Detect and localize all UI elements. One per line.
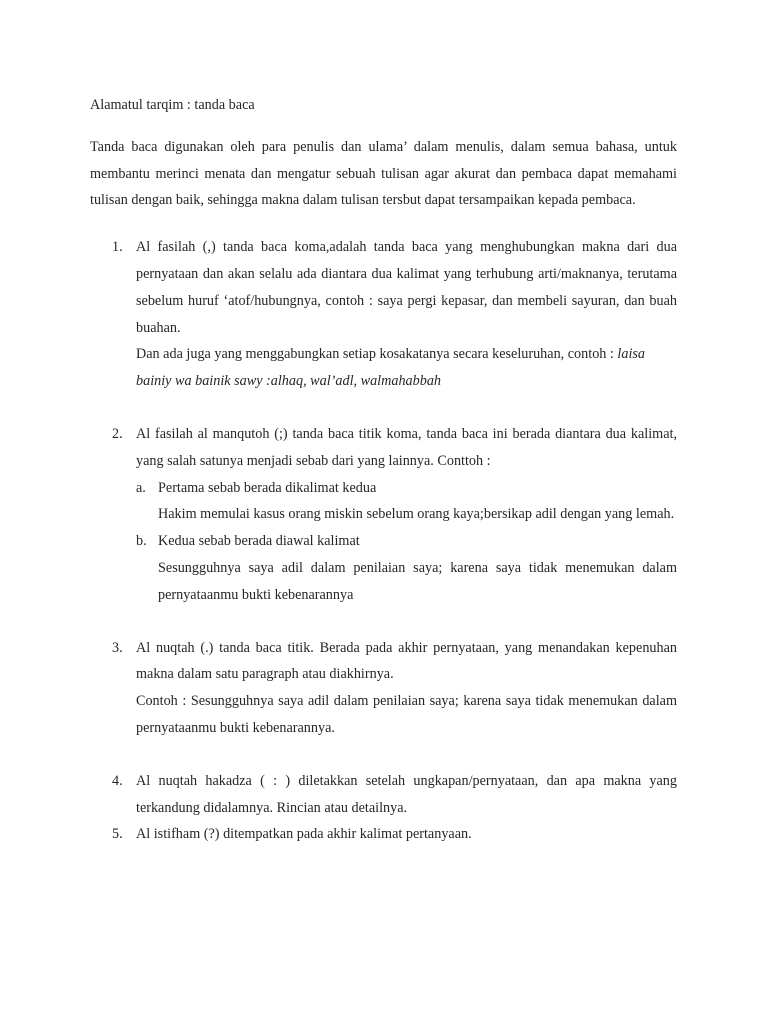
item-4-text: Al nuqtah hakadza ( : ) diletakkan setelah ungkapan/pernyataan, dan apa makna yang terkandung didalamnya. Rincian atau detailnya. <box>136 772 677 816</box>
list-item-3 <box>90 635 677 742</box>
item-5-text: Al istifham (?) ditempatkan pada akhir kalimat pertanyaan. <box>136 826 472 843</box>
list-number-1: 1. <box>112 239 123 256</box>
list-number-5: 5. <box>112 826 123 843</box>
list-item-4 <box>90 768 677 822</box>
list-number-3: 3. <box>112 639 123 656</box>
list-number-2: 2. <box>112 425 123 442</box>
intro-paragraph: Tanda baca digunakan oleh para penulis dan ulama’ dalam menulis, dalam semua bahasa, untuk membantu merinci menata dan mengatur sebuah tulisan agar akurat dan pembaca dapat memahami tulisan dengan baik, sehingga makna dalam tulisan tersbut dapat tersampaikan kepada pembaca. <box>90 138 677 209</box>
document-body <box>90 92 677 848</box>
item-3-example: Contoh : Sesungguhnya saya adil dalam penilaian saya; karena saya tidak menemukan dalam pernyataanmu bukti kebenarannya. <box>136 693 677 736</box>
document-title: Alamatul tarqim : tanda baca <box>90 97 255 113</box>
item-2-sublist <box>136 475 677 609</box>
sublist-item-b <box>136 528 677 608</box>
list-item-5 <box>90 821 677 848</box>
sublist-b-label: Kedua sebab berada diawal kalimat <box>158 533 360 550</box>
list-item-1 <box>90 234 677 395</box>
punctuation-list <box>90 234 677 848</box>
item-3-text: Al nuqtah (.) tanda baca titik. Berada pada akhir pernyataan, yang menandakan kepenuhan makna dalam satu paragraph atau diakhirnya. <box>136 639 677 683</box>
sublist-item-a <box>136 475 677 529</box>
item-1-text: Al fasilah (,) tanda baca koma,adalah tanda baca yang menghubungkan makna dari dua pernyataan dan akan selalu ada diantara dua kalimat yang terhubung arti/maknanya, terutama sebelum huruf ‘atof/hubungnya, contoh : saya pergi kepasar, dan membeli sayuran, dan buah buahan. <box>136 239 677 336</box>
item-1-example <box>136 341 677 395</box>
sublist-a-text: Hakim memulai kasus orang miskin sebelum orang kaya;bersikap adil dengan yang lemah. <box>158 506 675 523</box>
sublist-marker-a: a. <box>136 479 146 496</box>
sublist-marker-b: b. <box>136 533 147 550</box>
sublist-a-label: Pertama sebab berada dikalimat kedua <box>158 479 377 496</box>
list-number-4: 4. <box>112 772 123 789</box>
list-item-2 <box>90 421 677 609</box>
item-2-text: Al fasilah al manqutoh (;) tanda baca titik koma, tanda baca ini berada diantara dua kalimat, yang salah satunya menjadi sebab dari yang lainnya. Conttoh : <box>136 425 677 469</box>
item-1-example-prefix: Dan ada juga yang menggabungkan setiap kosakatanya secara keseluruhan, contoh : <box>136 346 614 363</box>
item-1-example-italic: laisa bainiy wa bainik sawy :alhaq, wal’adl, walmahabbah <box>136 346 646 390</box>
sublist-b-text: Sesungguhnya saya adil dalam penilaian saya; karena saya tidak menemukan dalam pernyataanmu bukti kebenarannya <box>158 559 677 603</box>
